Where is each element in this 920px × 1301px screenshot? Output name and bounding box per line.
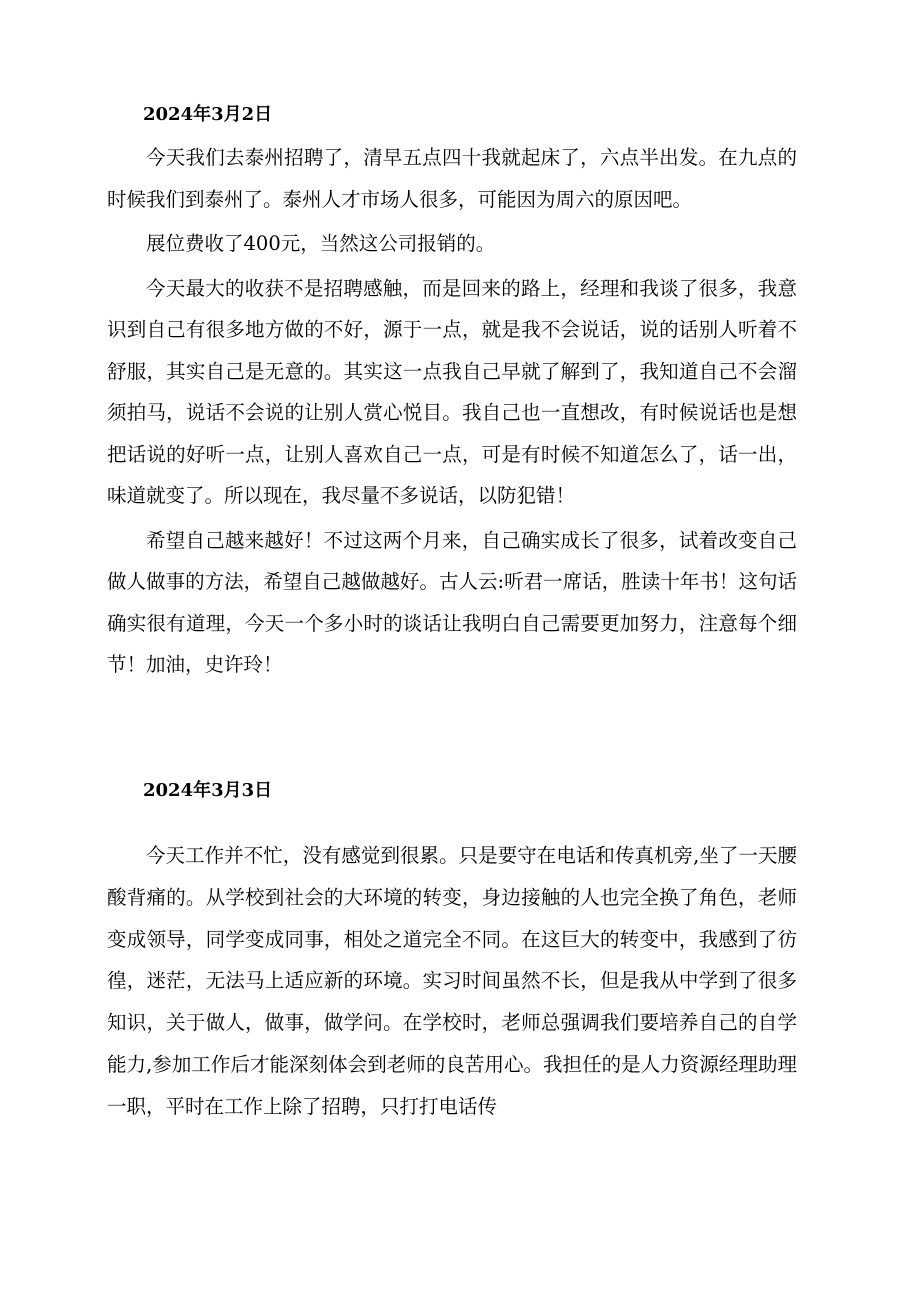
diary-entry: [107, 835, 797, 1131]
paragraph: 今天最大的收获不是招聘感触，而是回来的路上，经理和我谈了很多，我意识到自己有很多地方做的不好，源于一点，就是我不会说话，说的话别人听着不舒服，其实自己是无意的。其实这一点我自己早就了解到了，我知道自己不会溜须拍马，说话不会说的让别人赏心悦目。我自己也一直想改，有时候说话也是想把话说的好听一点，让别人喜欢自己一点，可是有时候不知道怎么了，话一出，味道就变了。所以现在，我尽量不多说话，以防犯错！: [107, 276, 797, 507]
paragraph: 希望自己越来越好！不过这两个月来，自己确实成长了很多，试着改变自己做人做事的方法，希望自己越做越好。古人云:听君一席话，胜读十年书！这句话确实很有道理，今天一个多小时的谈话让我明白自己需要更加努力，注意每个细节！加油，史许玲！: [107, 528, 797, 676]
entry-date: 2024年3月3日: [143, 780, 273, 801]
paragraph: 今天我们去泰州招聘了，清早五点四十我就起床了，六点半出发。在九点的时候我们到泰州了。泰州人才市场人很多，可能因为周六的原因吧。: [107, 146, 797, 211]
entry-date: 2024年3月2日: [143, 104, 273, 125]
paragraph: 展位费收了400元，当然这公司报销的。: [146, 232, 496, 255]
paragraph: 今天工作并不忙，没有感觉到很累。只是要守在电话和传真机旁,坐了一天腰酸背痛的。从学校到社会的大环境的转变，身边接触的人也完全换了角色，老师变成领导，同学变成同事，相处之道完全不同。在这巨大的转变中，我感到了彷徨，迷茫，无法马上适应新的环境。实习时间虽然不长，但是我从中学到了很多知识，关于做人，做事，做学问。在学校时，老师总强调我们要培养自己的自学能力,参加工作后才能深刻体会到老师的良苦用心。我担任的是人力资源经理助理一职，平时在工作上除了招聘，只打打电话传: [107, 844, 797, 1118]
diary-entry: [107, 137, 797, 689]
